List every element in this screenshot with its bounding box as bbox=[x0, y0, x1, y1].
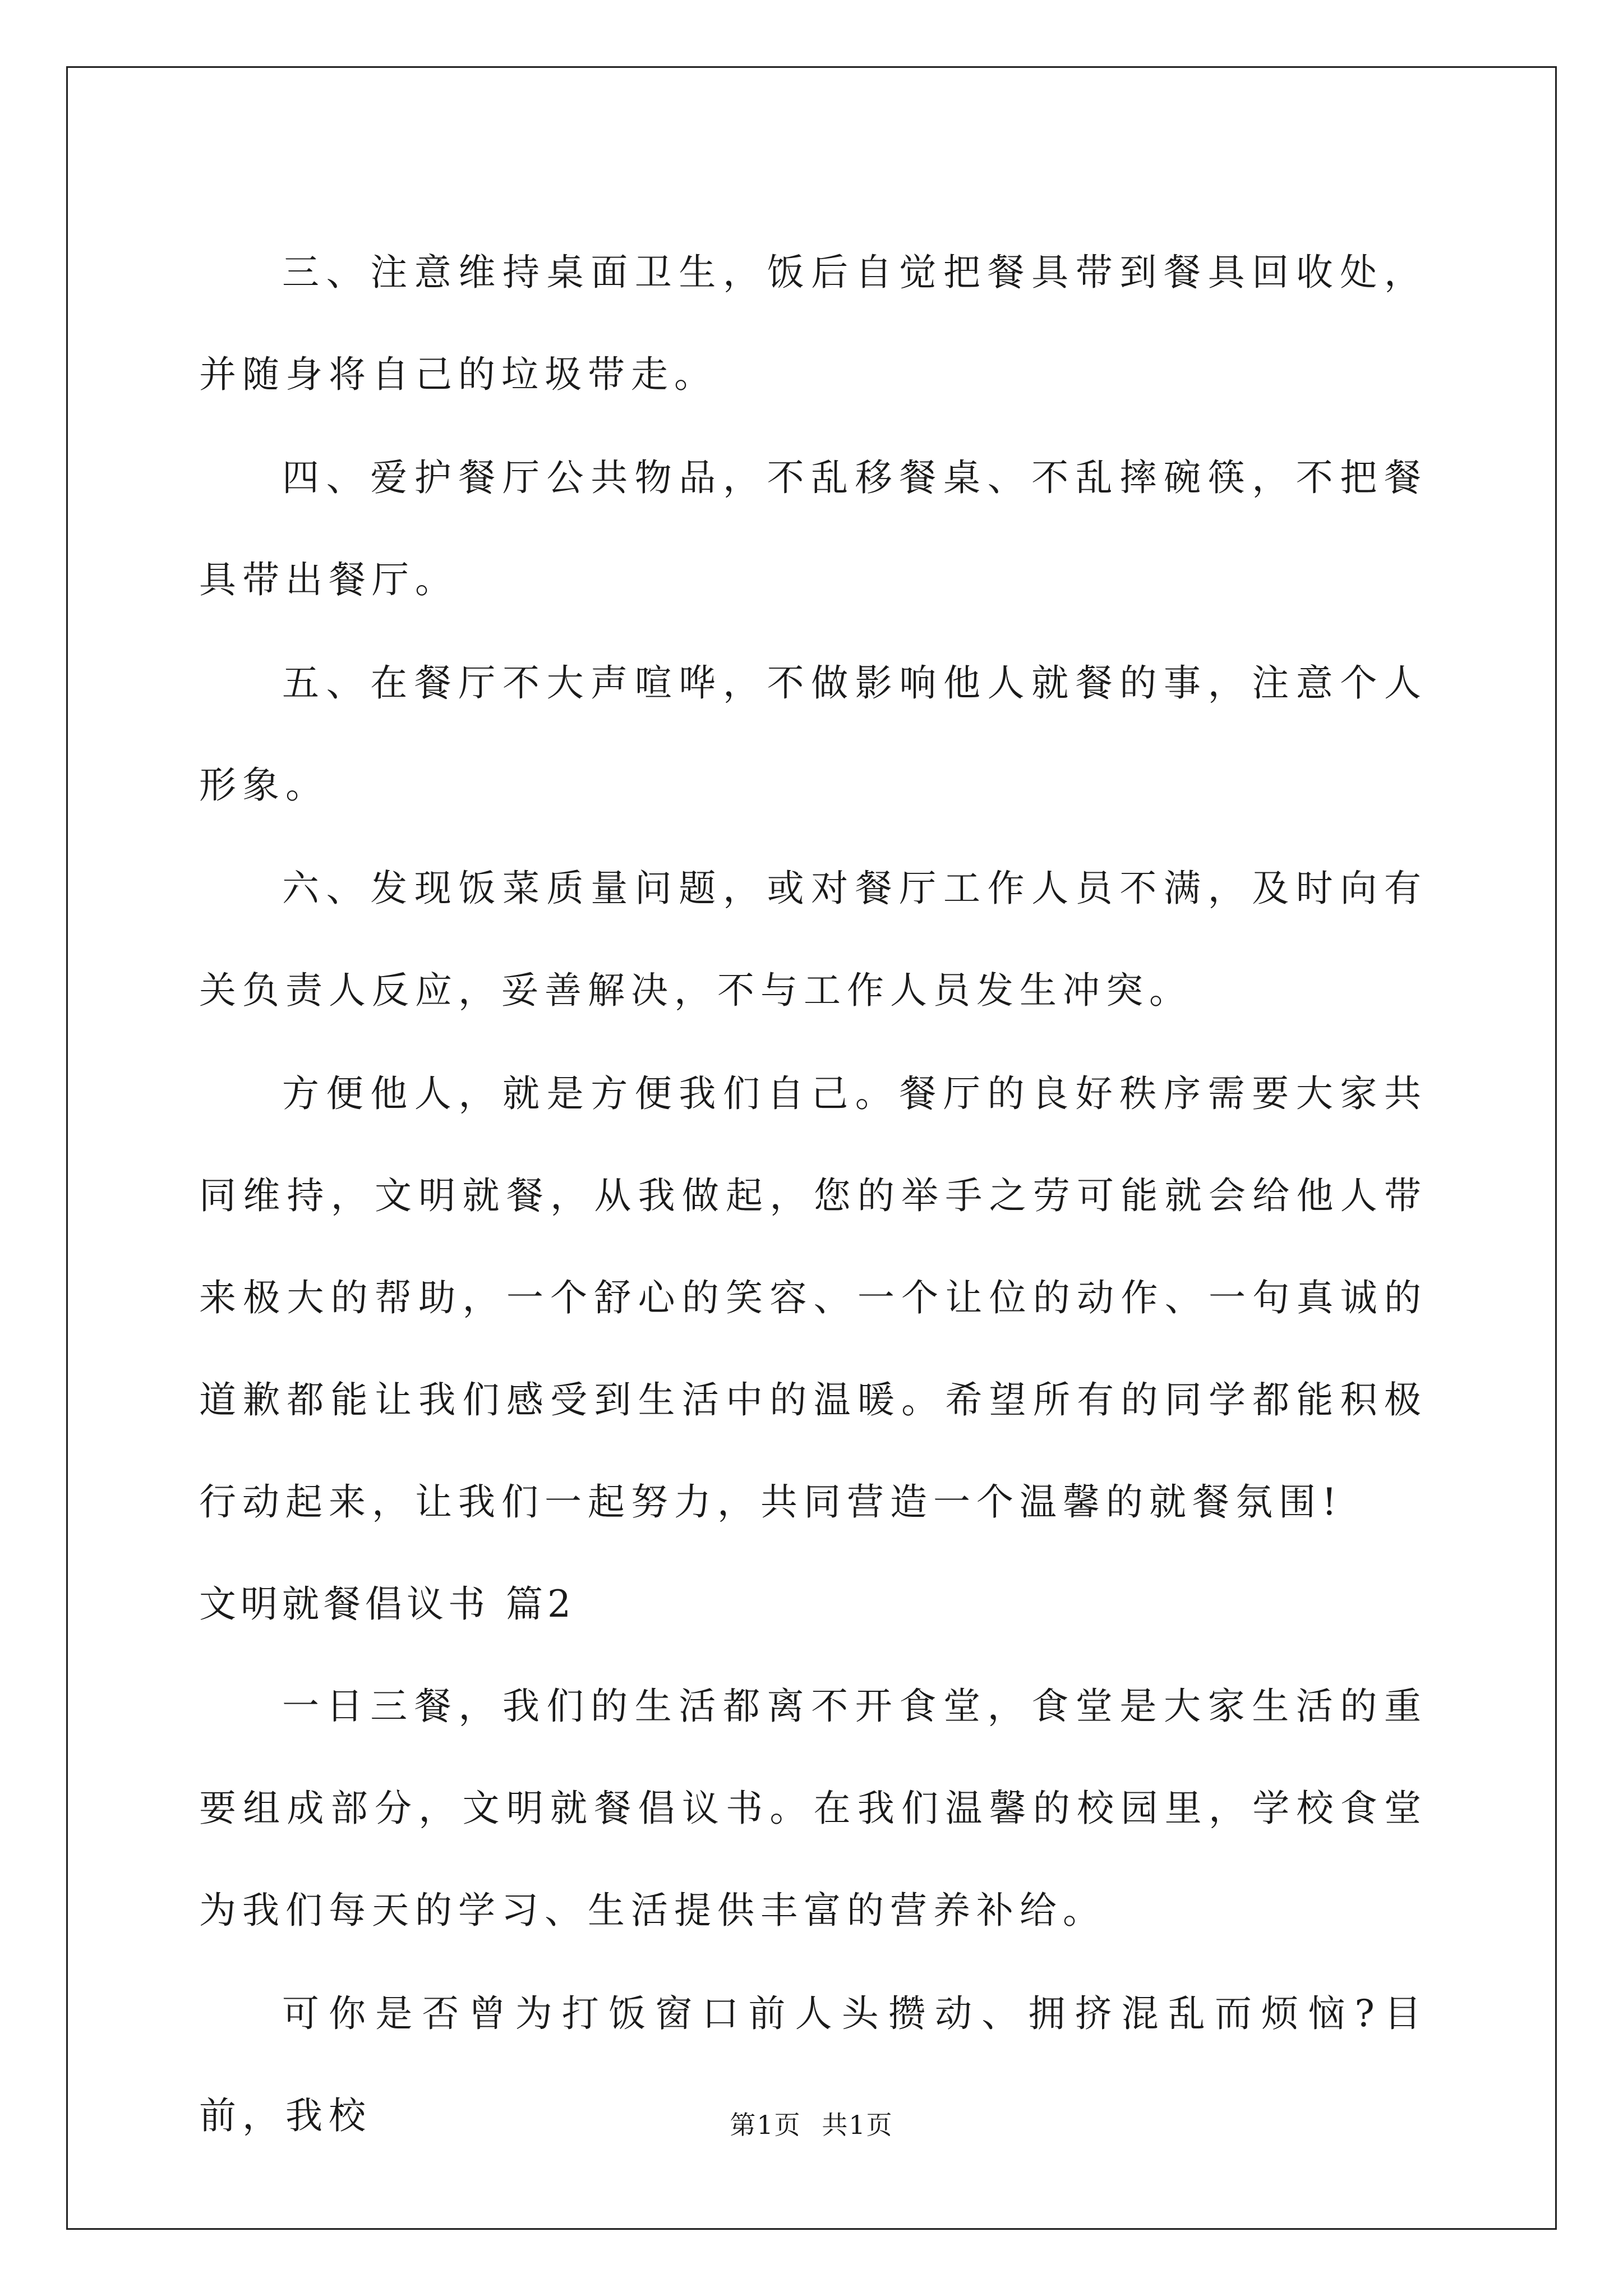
page-number: 第1页 bbox=[730, 2110, 801, 2140]
page-footer bbox=[0, 2105, 1623, 2142]
paragraph-question: 可你是否曾为打饭窗口前人头攒动、拥挤混乱而烦恼?目前，我校 bbox=[199, 1992, 1427, 2137]
section-heading: 文明就餐倡议书 篇2 bbox=[199, 1582, 575, 1626]
paragraph-item-5: 五、在餐厅不大声喧哗，不做影响他人就餐的事，注意个人形象。 bbox=[199, 661, 1427, 807]
document-body bbox=[199, 222, 1427, 2167]
paragraph-item-3: 三、注意维持桌面卫生，饭后自觉把餐具带到餐具回收处，并随身将自己的垃圾带走。 bbox=[199, 251, 1427, 396]
paragraph-item-6: 六、发现饭菜质量问题，或对餐厅工作人员不满，及时向有关负责人反应，妥善解决，不与工作人员发生冲突。 bbox=[199, 867, 1427, 1012]
paragraph-item-4: 四、爱护餐厅公共物品，不乱移餐桌、不乱摔碗筷，不把餐具带出餐厅。 bbox=[199, 456, 1427, 601]
paragraph-intro: 一日三餐，我们的生活都离不开食堂，食堂是大家生活的重要组成部分，文明就餐倡议书。在我们温馨的校园里，学校食堂为我们每天的学习、生活提供丰富的营养补给。 bbox=[199, 1685, 1427, 1932]
closing-paragraph: 方便他人，就是方便我们自己。餐厅的良好秩序需要大家共同维持，文明就餐，从我做起，您的举手之劳可能就会给他人带来极大的帮助，一个舒心的笑容、一个让位的动作、一句真诚的道歉都能让我们感受到生活中的温暖。希望所有的同学都能积极行动起来，让我们一起努力，共同营造一个温馨的就餐氛围! bbox=[199, 1072, 1427, 1524]
page-total: 共1页 bbox=[822, 2110, 893, 2140]
